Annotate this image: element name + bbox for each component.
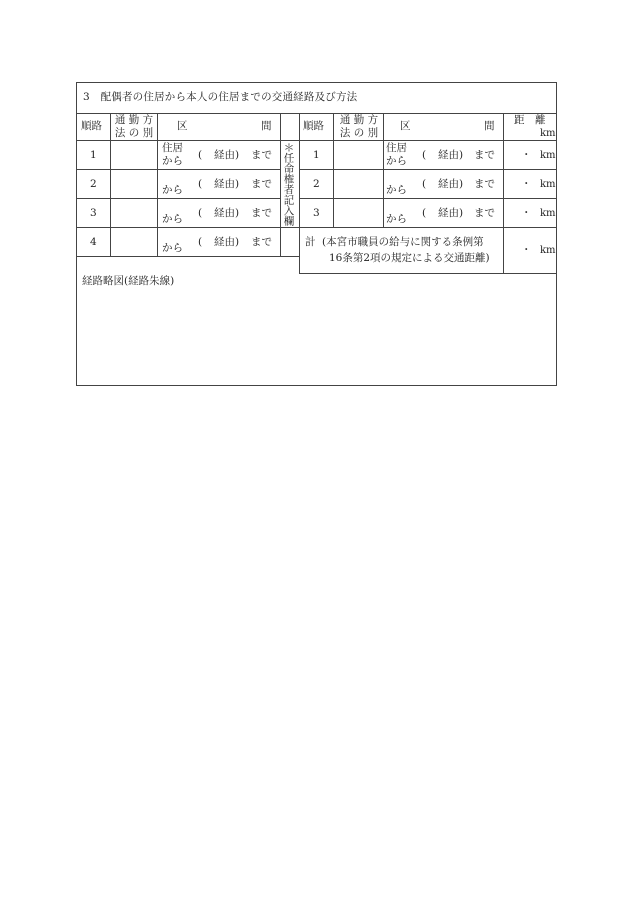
total-note-line2: 16条第2項の規定による交通距離) <box>329 252 490 264</box>
to-label: まで <box>251 149 272 161</box>
from-label: から <box>386 184 407 196</box>
section-title: 3 配偶者の住居から本人の住居までの交通経路及び方法 <box>83 91 358 103</box>
rule <box>77 256 299 257</box>
header-section-ku-right: 区 <box>400 120 411 132</box>
distance-dot: ・ <box>521 149 532 161</box>
via-label: 経由) <box>214 207 240 219</box>
total-label: 計 <box>305 236 316 248</box>
distance-unit: km <box>540 179 556 190</box>
header-order: 順路 <box>81 120 102 132</box>
rule <box>299 169 556 170</box>
via-label: 経由) <box>214 149 240 161</box>
header-section-kan: 間 <box>261 120 272 132</box>
via-label: 経由) <box>438 178 464 190</box>
rule <box>299 273 556 274</box>
via-open-paren: ( <box>198 149 203 161</box>
rule <box>299 113 300 273</box>
rule <box>280 113 281 256</box>
rule <box>77 198 280 199</box>
header-order-right: 順路 <box>303 120 324 132</box>
via-label: 経由) <box>438 149 464 161</box>
via-open-paren: ( <box>422 178 427 190</box>
via-open-paren: ( <box>198 178 203 190</box>
row-number: 1 <box>313 149 320 161</box>
route-map-label: 経路略図(経路朱線) <box>82 275 175 287</box>
via-label: 経由) <box>438 207 464 219</box>
from-label: から <box>162 242 183 254</box>
via-open-paren: ( <box>422 149 427 161</box>
row-number: 1 <box>90 149 97 161</box>
rule <box>383 113 384 227</box>
header-distance-unit: km <box>540 128 556 139</box>
rule <box>299 227 556 228</box>
via-label: 経由) <box>214 236 240 248</box>
to-label: まで <box>474 207 495 219</box>
from-label: から <box>386 213 407 225</box>
rule <box>333 113 334 227</box>
from-label: から <box>386 155 407 167</box>
distance-unit: km <box>540 150 556 161</box>
rule <box>157 113 158 256</box>
from-label: から <box>162 155 183 167</box>
from-residence-label: 住居 <box>162 142 183 154</box>
from-residence-label: 住居 <box>386 142 407 154</box>
distance-dot: ・ <box>521 244 532 256</box>
via-open-paren: ( <box>198 236 203 248</box>
row-number: 2 <box>313 178 320 190</box>
header-method-right: 通 勤 方 法 の 別 <box>339 114 379 139</box>
via-open-paren: ( <box>198 207 203 219</box>
header-section-kan-right: 間 <box>484 120 495 132</box>
distance-unit: km <box>540 208 556 219</box>
to-label: まで <box>251 236 272 248</box>
via-label: 経由) <box>214 178 240 190</box>
row-number: 3 <box>313 207 320 219</box>
via-open-paren: ( <box>422 207 427 219</box>
total-note-line1: (本宮市職員の給与に関する条例第 <box>322 236 484 248</box>
distance-dot: ・ <box>521 207 532 219</box>
from-label: から <box>162 184 183 196</box>
rule <box>77 169 280 170</box>
header-distance: 距 離 <box>514 114 546 126</box>
rule <box>299 198 556 199</box>
rule <box>77 140 556 141</box>
from-label: から <box>162 213 183 225</box>
rule <box>110 113 111 256</box>
to-label: まで <box>474 178 495 190</box>
to-label: まで <box>251 178 272 190</box>
rule <box>503 113 504 273</box>
appointer-column-label: ＊任命権者記入欄 <box>282 142 295 226</box>
header-method: 通 勤 方 法 の 別 <box>114 114 154 139</box>
row-number: 4 <box>90 236 97 248</box>
commute-route-form <box>76 82 557 386</box>
to-label: まで <box>251 207 272 219</box>
route-map-area[interactable] <box>78 293 555 383</box>
to-label: まで <box>474 149 495 161</box>
distance-unit: km <box>540 245 556 256</box>
distance-dot: ・ <box>521 178 532 190</box>
header-section-ku: 区 <box>177 120 188 132</box>
row-number: 2 <box>90 178 97 190</box>
row-number: 3 <box>90 207 97 219</box>
